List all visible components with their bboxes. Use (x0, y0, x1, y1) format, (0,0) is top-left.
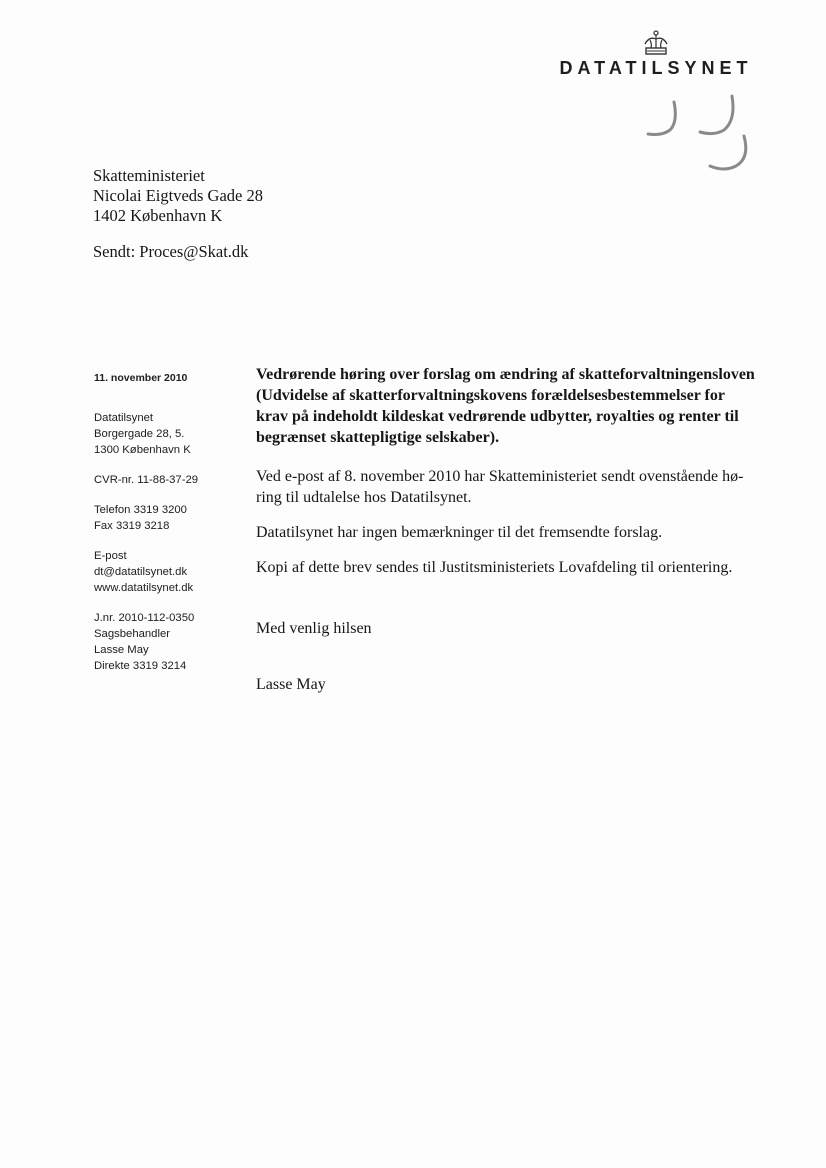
info-line: dt@datatilsynet.dk (94, 566, 188, 578)
subject-line: Vedrørende høring over forslag om ændring af skatteforvaltningensloven (256, 366, 755, 383)
subject-line: begrænset skattepligtige selskaber). (256, 429, 500, 446)
recipient-line: Skatteministeriet (93, 166, 205, 185)
email-block (94, 548, 244, 596)
info-line: Fax 3319 3218 (94, 520, 170, 532)
recipient-line: Nicolai Eigtveds Gade 28 (93, 186, 263, 205)
crown-icon (641, 30, 671, 58)
subject-line: krav på indeholdt kildeskat vedrørende udbytter, royalties og renter til (256, 408, 739, 425)
cvr-block (94, 472, 244, 488)
handwritten-check-marks (640, 92, 770, 182)
info-line: Telefon 3319 3200 (94, 504, 187, 516)
info-line: Borgergade 28, 5. (94, 428, 185, 440)
letterhead-logo (540, 30, 772, 79)
signer-name: Lasse May (256, 676, 326, 693)
info-line: Direkte 3319 3214 (94, 660, 187, 672)
info-line: www.datatilsynet.dk (94, 582, 194, 594)
letter-body (256, 364, 796, 694)
letter-subject (256, 364, 796, 448)
case-block (94, 610, 244, 674)
info-line: CVR-nr. 11-88-37-29 (94, 474, 199, 486)
info-line: J.nr. 2010-112-0350 (94, 612, 195, 624)
info-line: Sagsbehandler (94, 628, 171, 640)
recipient-address (93, 166, 263, 226)
sent-line: Sendt: Proces@Skat.dk (93, 242, 249, 261)
info-line: E-post (94, 550, 127, 562)
paragraph-line: Kopi af dette brev sendes til Justitsministeriets Lovafdeling til orientering. (256, 559, 733, 576)
paragraph-line: ring til udtalelse hos Datatilsynet. (256, 489, 472, 506)
body-paragraph (256, 466, 796, 508)
info-line: Datatilsynet (94, 412, 154, 424)
body-paragraph (256, 522, 796, 543)
logo-wordmark: DATATILSYNET (559, 58, 753, 78)
paragraph-line: Datatilsynet har ingen bemærkninger til det fremsendte forslag. (256, 524, 663, 541)
phone-block (94, 502, 244, 534)
paragraph-line: Ved e-post af 8. november 2010 har Skatteministeriet sendt ovenstående hø- (256, 468, 744, 485)
recipient-line: 1402 København K (93, 206, 223, 225)
closing-greeting: Med venlig hilsen (256, 620, 372, 637)
info-line: 1300 København K (94, 444, 191, 456)
body-paragraph (256, 557, 796, 578)
sender-address-block (94, 410, 244, 458)
letter-date: 11. november 2010 (94, 372, 188, 384)
subject-line: (Udvidelse af skatterforvaltningskovens forældelsesbestemmelser for (256, 387, 725, 404)
sender-info-column (94, 370, 244, 688)
info-line: Lasse May (94, 644, 149, 656)
